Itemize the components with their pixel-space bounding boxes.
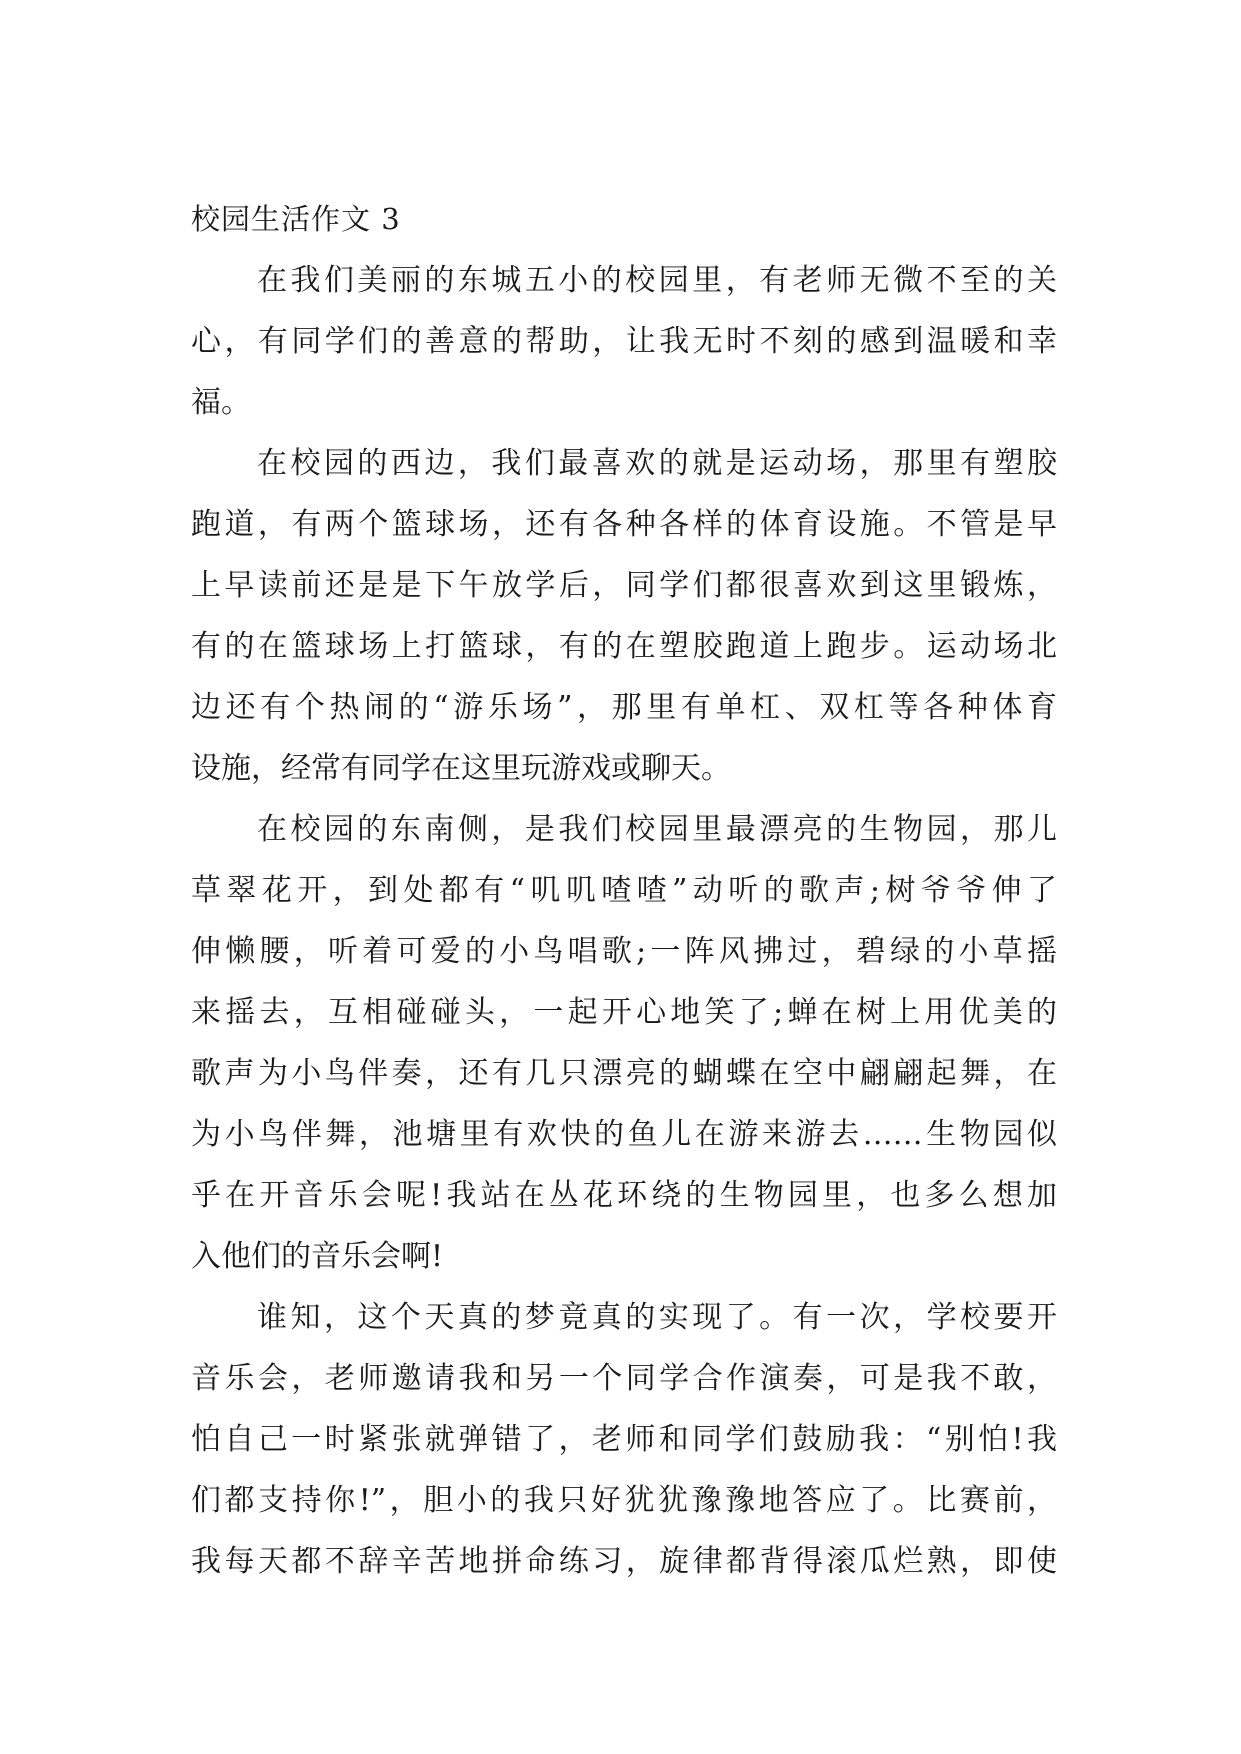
text-line: 有的在篮球场上打篮球，有的在塑胶跑道上跑步。运动场北: [191, 629, 1057, 664]
document-body: [191, 189, 1057, 1592]
text-line: 入他们的音乐会啊!: [191, 1239, 444, 1274]
text-line: 设施，经常有同学在这里玩游戏或聊天。: [191, 751, 731, 786]
text-line: 我每天都不辞辛苦地拼命练习，旋律都背得滚瓜烂熟，即使: [191, 1544, 1057, 1579]
paragraph: [191, 1287, 1057, 1592]
text-line: 在我们美丽的东城五小的校园里，有老师无微不至的关: [257, 263, 1057, 298]
text-line: 福。: [191, 385, 251, 420]
text-line: 音乐会，老师邀请我和另一个同学合作演奏，可是我不敢，: [191, 1361, 1057, 1396]
text-line: 怕自己一时紧张就弹错了，老师和同学们鼓励我：“别怕!我: [191, 1422, 1057, 1457]
text-line: 们都支持你!”，胆小的我只好犹犹豫豫地答应了。比赛前，: [191, 1483, 1057, 1518]
paragraph: [191, 799, 1057, 1287]
text-line: 伸懒腰，听着可爱的小鸟唱歌;一阵风拂过，碧绿的小草摇: [191, 934, 1057, 969]
text-line: 草翠花开，到处都有“叽叽喳喳”动听的歌声;树爷爷伸了: [191, 873, 1057, 908]
text-line: 乎在开音乐会呢!我站在丛花环绕的生物园里，也多么想加: [191, 1178, 1057, 1213]
document-title: 校园生活作文 3: [191, 202, 401, 236]
text-line: 为小鸟伴舞，池塘里有欢快的鱼儿在游来游去……生物园似: [191, 1117, 1057, 1152]
text-line: 在校园的西边，我们最喜欢的就是运动场，那里有塑胶: [257, 446, 1057, 481]
text-line: 跑道，有两个篮球场，还有各种各样的体育设施。不管是早: [191, 507, 1057, 542]
text-line: 边还有个热闹的“游乐场”，那里有单杠、双杠等各种体育: [191, 690, 1057, 725]
text-line: 来摇去，互相碰碰头，一起开心地笑了;蝉在树上用优美的: [191, 995, 1057, 1030]
text-line: 在校园的东南侧，是我们校园里最漂亮的生物园，那儿: [257, 812, 1057, 847]
text-line: 上早读前还是是下午放学后，同学们都很喜欢到这里锻炼，: [191, 568, 1057, 603]
paragraph: [191, 433, 1057, 799]
text-line: 谁知，这个天真的梦竟真的实现了。有一次，学校要开: [257, 1300, 1057, 1335]
text-line: 心，有同学们的善意的帮助，让我无时不刻的感到温暖和幸: [191, 324, 1057, 359]
paragraph: [191, 250, 1057, 433]
text-line: 歌声为小鸟伴奏，还有几只漂亮的蝴蝶在空中翩翩起舞，在: [191, 1056, 1057, 1091]
